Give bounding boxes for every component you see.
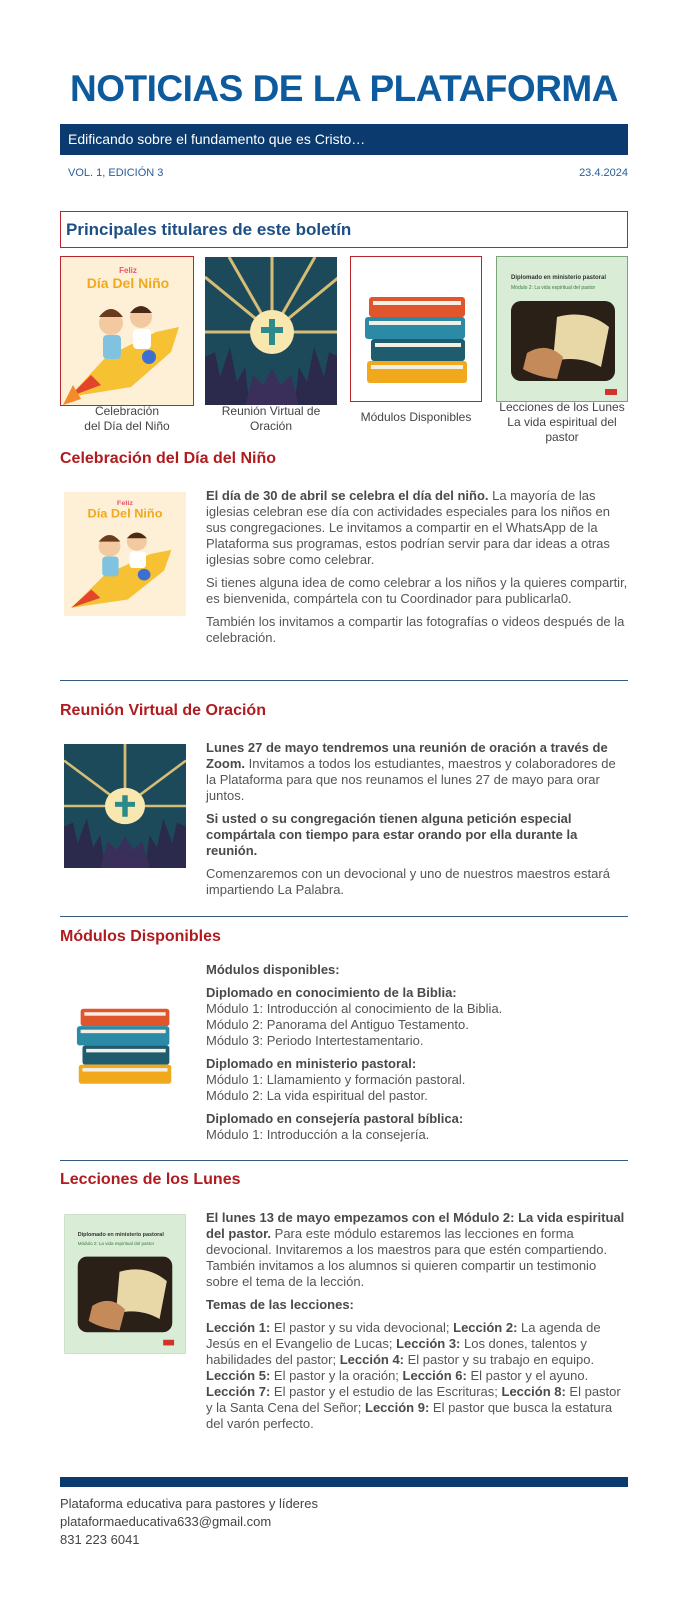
- section-image-lecciones: [64, 1214, 186, 1354]
- footer-contact: [60, 1495, 318, 1549]
- tagline-banner: Edificando sobre el fundamento que es Cristo…: [60, 124, 628, 155]
- lesson-label: Lección 2:: [453, 1320, 518, 1335]
- headline-thumb-oracion[interactable]: [204, 256, 338, 406]
- module-item: Módulo 1: Introducción al conocimiento de la Biblia.: [206, 1001, 503, 1016]
- temas-heading: Temas de las lecciones:: [206, 1297, 354, 1312]
- headline-caption-4[interactable]: [496, 400, 628, 445]
- lesson-text: El pastor y su vida devocional;: [270, 1320, 454, 1335]
- headline-thumb-modulos[interactable]: [350, 256, 482, 402]
- lecciones-text: Para este módulo estaremos las lecciones en forma devocional. Invitaremos a los maestros para que estén compartiendo. También invitamos a los alumnos si quieren compartir un testimonio sobre el tema de la lección.: [206, 1226, 608, 1289]
- diplomado-pastoral-title: Diplomado en ministerio pastoral:: [206, 1056, 417, 1071]
- lesson-label: Lección 7:: [206, 1384, 271, 1399]
- dia-nino-p2: Si tienes alguna idea de como celebrar a los niños y la quieres compartir, es bienvenida, compártela con tu Coordinador para publicarla0.: [206, 575, 628, 606]
- headline-thumb-dia-nino[interactable]: [60, 256, 194, 406]
- module-item: Módulo 3: Periodo Intertestamentario.: [206, 1033, 424, 1048]
- diplomado-biblia-title: Diplomado en conocimiento de la Biblia:: [206, 985, 457, 1000]
- cover-subtitle: Módulo 2: La vida espiritual del pastor: [511, 285, 596, 291]
- lesson-label: Lección 4:: [339, 1352, 404, 1367]
- footer-email[interactable]: plataformaeducativa633@gmail.com: [60, 1514, 272, 1529]
- module-item: Módulo 2: Panorama del Antiguo Testamento.: [206, 1017, 469, 1032]
- headlines-heading: Principales titulares de este boletín: [60, 211, 628, 248]
- section-body-lecciones: [206, 1210, 628, 1439]
- lesson-label: Lección 1:: [206, 1320, 271, 1335]
- headline-caption-1[interactable]: [60, 404, 194, 434]
- lesson-text: La agenda de Jesús en el Evangelio de Lucas;: [206, 1320, 601, 1351]
- lesson-label: Lección 5:: [206, 1368, 271, 1383]
- poster-dia-text: Día Del Niño: [87, 507, 163, 521]
- dia-nino-lead: El día de 30 de abril se celebra el día del niño.: [206, 488, 489, 503]
- lessons-list: [206, 1320, 628, 1432]
- caption-line: Reunión Virtual de: [221, 404, 321, 418]
- poster-feliz-text: Feliz: [119, 266, 137, 275]
- section-image-dia-nino: [64, 492, 186, 616]
- lesson-label: Lección 9:: [365, 1400, 430, 1415]
- section-body-dia-nino: [206, 488, 628, 653]
- caption-line: La vida espiritual del: [507, 415, 617, 429]
- lesson-text: El pastor y la Santa Cena del Señor;: [206, 1384, 621, 1415]
- lesson-text: Los dones, talentos y habilidades del pastor;: [206, 1336, 587, 1367]
- lesson-text: El pastor que busca la estatura del varón perfecto.: [206, 1400, 613, 1431]
- dia-nino-p3: También los invitamos a compartir las fotografías o videos después de la celebración.: [206, 614, 625, 645]
- dia-nino-text: La mayoría de las iglesias celebran ese día con actividades especiales para los niños en sus congregaciones. Le invitamos a compartir en el WhatsApp de la Plataforma sus programas, estos podrían servir para dar ideas a otras iglesias sobre como celebrar.: [206, 488, 610, 567]
- lesson-label: Lección 3:: [396, 1336, 461, 1351]
- cover-title: Diplomado en ministerio pastoral: [77, 1231, 164, 1238]
- section-divider: [60, 680, 628, 681]
- section-body-oracion: [206, 740, 628, 905]
- footer-phone[interactable]: 831 223 6041: [60, 1532, 140, 1547]
- lesson-label: Lección 8:: [501, 1384, 566, 1399]
- caption-line: del Día del Niño: [84, 419, 170, 433]
- oracion-text: Invitamos a todos los estudiantes, maestros y colaboradores de la Plataforma para que nos reunamos el lunes 27 de mayo para orar juntos.: [206, 756, 616, 803]
- issue-date: 23.4.2024: [579, 167, 628, 179]
- lesson-text: El pastor y el ayuno.: [466, 1368, 589, 1383]
- section-title-modulos: Módulos Disponibles: [60, 928, 221, 945]
- module-item: Módulo 2: La vida espiritual del pastor.: [206, 1088, 428, 1103]
- headline-caption-3[interactable]: [350, 410, 482, 425]
- oracion-p2: Si usted o su congregación tienen alguna petición especial compártala con tiempo para estar orando por ella durante la reunión.: [206, 811, 578, 858]
- caption-line: Módulos Disponibles: [360, 410, 472, 424]
- section-divider: [60, 1160, 628, 1161]
- section-image-modulos: [64, 1000, 186, 1096]
- volume-label: VOL. 1, EDICIÓN 3: [68, 167, 164, 179]
- cover-subtitle: Módulo 2: La vida espiritual del pastor: [77, 1241, 155, 1247]
- lesson-text: El pastor y su trabajo en equipo.: [404, 1352, 595, 1367]
- lesson-text: El pastor y el estudio de las Escrituras;: [270, 1384, 502, 1399]
- footer-org: Plataforma educativa para pastores y líderes: [60, 1496, 318, 1511]
- lecciones-lead: El lunes 13 de mayo empezamos con el Módulo 2: La vida espiritual del pastor.: [206, 1210, 625, 1241]
- lesson-text: El pastor y la oración;: [270, 1368, 403, 1383]
- oracion-p3: Comenzaremos con un devocional y uno de nuestros maestros estará impartiendo La Palabra.: [206, 866, 610, 897]
- section-title-lecciones: Lecciones de los Lunes: [60, 1171, 241, 1188]
- headline-thumb-lecciones[interactable]: [496, 256, 628, 402]
- cover-title: Diplomado en ministerio pastoral: [511, 275, 607, 281]
- poster-feliz-text: Feliz: [116, 500, 134, 508]
- module-item: Módulo 1: Llamamiento y formación pastoral.: [206, 1072, 466, 1087]
- poster-dia-text: Día Del Niño: [86, 275, 170, 291]
- lesson-label: Lección 6:: [402, 1368, 467, 1383]
- diplomado-consejeria-title: Diplomado en consejería pastoral bíblica:: [206, 1111, 464, 1126]
- oracion-lead: Lunes 27 de mayo tendremos una reunión de oración a través de Zoom.: [206, 740, 608, 771]
- modulos-intro: Módulos disponibles:: [206, 962, 340, 977]
- module-item: Módulo 1: Introducción a la consejería.: [206, 1127, 430, 1142]
- headline-caption-2[interactable]: [204, 404, 338, 434]
- caption-line: Lecciones de los Lunes: [499, 400, 625, 414]
- caption-line: Oración: [249, 419, 293, 433]
- footer-bar: [60, 1477, 628, 1487]
- section-divider: [60, 916, 628, 917]
- caption-line: pastor: [545, 430, 579, 444]
- caption-line: Celebración: [94, 404, 160, 418]
- section-title-oracion: Reunión Virtual de Oración: [60, 702, 266, 719]
- section-image-oracion: [64, 744, 186, 868]
- newsletter-title: NOTICIAS DE LA PLATAFORMA: [70, 68, 618, 109]
- section-body-modulos: [206, 962, 628, 1150]
- section-title-dia-nino: Celebración del Día del Niño: [60, 450, 277, 467]
